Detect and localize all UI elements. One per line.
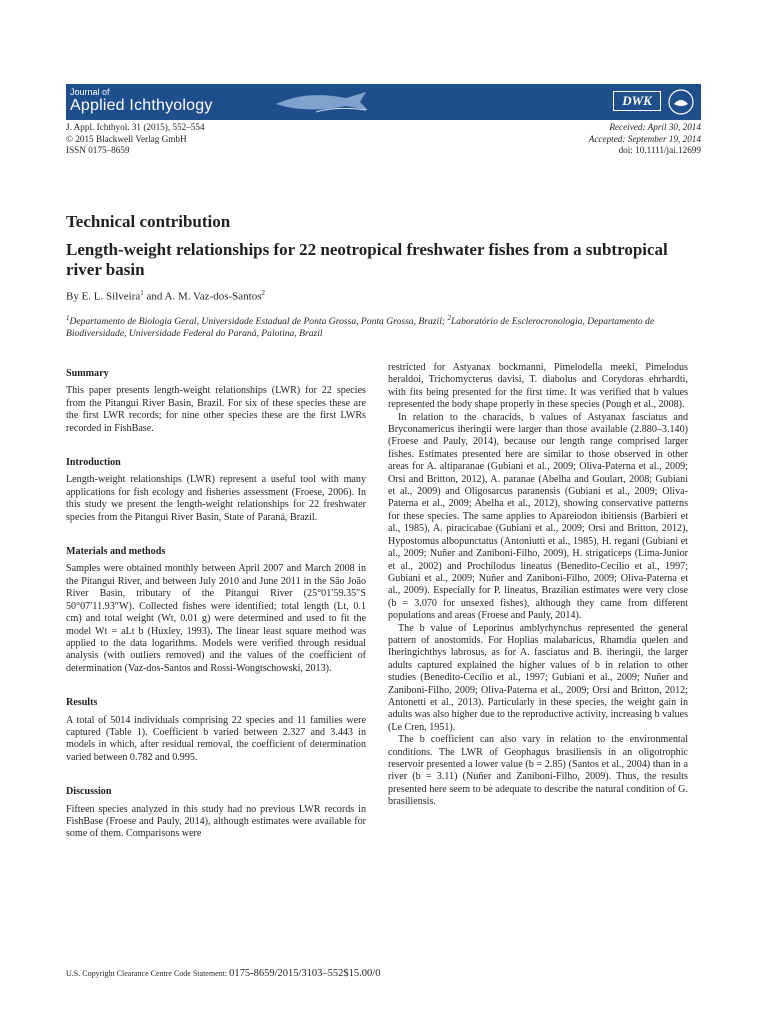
publisher-logo: DWK <box>613 91 661 111</box>
results-text: A total of 5014 individuals comprising 22 species and 11 families were captured (Table 1). Coefficient b varied between 2.327 and 3.443 in models in which, after residual removal, the coefficient of determination varied between 0.782 and 0.995. <box>66 714 366 763</box>
author-2: and A. M. Vaz-dos-Santos <box>143 290 262 303</box>
affiliation-1: Departamento de Biologia Geral, Universidade Estadual de Ponta Grossa, Ponta Grossa, Brazil; <box>69 316 448 328</box>
summary-text: This paper presents length-weight relationships (LWR) for 22 species from the Pitangui River Basin, Brazil. For six of these species these are the first LWR records; for nine other species these are the first LWRs recorded in FishBase. <box>66 385 366 434</box>
left-column <box>66 368 366 863</box>
summary-section <box>66 368 366 435</box>
section-type: Technical contribution <box>66 212 231 231</box>
discussion-paragraph: In relation to the characids, b values of Astyanax fasciatus and Bryconamericus iheringii were larger than those available (2.880–3.140) (Froese and Pauly, 2014), because our length range comprised larger fishes. Estimates presented here are similar to those observed in other areas for A. altiparanae (Gubiani et al., 2009; Oliva-Paterna et al., 2009; Orsi and Britton, 2012), A. paranae (Abelha and Goulart, 2008; Gubiani et al., 2009) and Oligosarcus paranensis (Gubiani et al., 2009; Oliva-Paterna et al., 2009; Abelha et al., 2012), showing conservative patterns for these species. The same applies to Apareiodon ibitiensis (Barbieri et al., 1985), A. piracicabae (Gubiani et al., 2009; Orsi and Britton, 2012), Hypostomus albopunctatus (Antoniutti et al., 1985), H. regani (Gubiani et al., 2009; Nuñer and Zaniboni-Filho, 2009), H. strigaticeps (Lima-Junior et al., 2002) and Prochilodus lineatus (Benedito-Cecílio et al., 1997; Gubiani et al., 2009; Nuñer and Zaniboni-Filho, 2009; Oliva-Paterna et al., 2009). Especially for P. lineatus, Brazilian estimates were very close (b = 3.070 for unsexed fishes), although they came from different populations and areas (Froese and Pauly, 2014). <box>388 411 688 622</box>
copyright-footer <box>66 968 380 979</box>
discussion-paragraph: restricted for Astyanax bockmanni, Pimelodella meeki, Pimelodus heraldoi, Trichomycterus davisi, T. diabolus and Corydoras ehrhardti, with fits being presented for the first time. It was verified that b values represented the body shape properly in these species (Pough et al., 2008). <box>388 362 688 411</box>
discussion-paragraph: The b coefficient can also vary in relation to the environmental conditions. The LWR of Geophagus brasiliensis in an oligotrophic reservoir presented a lower value (b = 2.85) (Santos et al., 2004) than in a river (b = 3.11) (Nuñer and Zaniboni-Filho, 2009). Thus, the results presented here seem to be adequate to describe the natural condition of G. brasiliensis. <box>388 734 688 808</box>
dates-block <box>589 122 701 157</box>
accepted-date: Accepted: September 19, 2014 <box>588 133 701 144</box>
citation-line: J. Appl. Ichthyol. 31 (2015), 552–554 <box>66 122 205 132</box>
doi-link[interactable]: doi: 10.1111/jai.12699 <box>618 145 701 155</box>
methods-heading: Materials and methods <box>66 546 166 558</box>
fish-logo-icon <box>256 84 396 120</box>
results-section <box>66 697 366 764</box>
affiliations <box>66 312 676 341</box>
discussion-heading: Discussion <box>66 786 112 798</box>
received-date: Received: April 30, 2014 <box>609 122 701 132</box>
affiliation-2: Laboratório de Esclerocronologia, Departamento de Biodiversidade, Universidade Federal do Paraná, Palotina, Brazil <box>66 316 655 340</box>
paper-title: Length-weight relationships for 22 neotropical freshwater fishes from a subtropical river basin <box>66 240 668 279</box>
citation-block <box>66 122 205 157</box>
discussion-paragraph: The b value of Leporinus amblyrhynchus represented the general pattern of anostomids. For Hoplias malabaricus, Rhamdia quelen and Iheringichthys labrosus, as for A. fasciatus and B. iheringii, the larger adults captured explained the higher values of b in relation to other studies (Benedito-Cecílio et al., 1997; Gubiani et al., 2009; Nuñer and Zaniboni-Filho, 2009; Oliva-Paterna et al., 2009; Orsi and Britton, 2012; Antonetti et al., 2013). Particularly in these species, the weight gain in adults was also higher due to the reproductive activity, increasing b values (Le Cren, 1951). <box>388 622 688 733</box>
authors <box>66 289 265 303</box>
affil-2-sup: 2 <box>447 314 451 322</box>
intro-heading: Introduction <box>66 457 121 469</box>
summary-heading: Summary <box>66 368 109 379</box>
author-2-sup: 2 <box>261 289 265 297</box>
journal-of-label: Journal of <box>70 87 110 97</box>
author-1-sup: 1 <box>140 289 144 297</box>
footer-label: U.S. Copyright Clearance Centre Code Statement: <box>66 969 230 978</box>
issn-line: ISSN 0175–8659 <box>66 145 130 155</box>
methods-text: Samples were obtained monthly between April 2007 and March 2008 in the Pitangui River, and between July 2010 and June 2011 in the São João River Basin, tributary of the Pitangui River (25°01′59.35″S 50°07′11.93″W). Collected fishes were identified; total length (Lt, 0.1 cm) and total weight (Wt, 0.01 g) were determined and used to fit the model Wt = aLt b (Huxley, 1993). The linear least square method was applied to the data logarithms. Models were verified through residual analysis (with outliers removed) and the values of the coefficient of determination (Vaz-dos-Santos and Rossi-Wongtschowski, 2013). <box>66 563 366 674</box>
journal-name: Applied Ichthyology <box>70 97 213 114</box>
right-column <box>388 362 688 809</box>
discussion-text: Fifteen species analyzed in this study had no previous LWR records in FishBase (Froese and Pauly, 2014), although estimates were available for some of them. Comparisons were <box>66 803 366 840</box>
results-heading: Results <box>66 697 98 709</box>
discussion-section <box>66 786 366 841</box>
affil-1-sup: 1 <box>66 314 70 322</box>
author-1: By E. L. Silveira <box>66 290 141 303</box>
intro-section <box>66 457 366 524</box>
intro-text: Length-weight relationships (LWR) represent a useful tool with many applications for fish ecology and fisheries assessment (Froese, 2006). In this study we present the length-weight relationships for 22 freshwater species from the Pitangui River Basin, State of Paraná, Brazil. <box>66 474 366 523</box>
copyright-line: © 2015 Blackwell Verlag GmbH <box>66 133 187 144</box>
methods-section <box>66 546 366 675</box>
society-seal-icon <box>667 88 695 116</box>
footer-code: 0175-8659/2015/3103–552$15.00/0 <box>229 968 381 979</box>
journal-banner <box>66 84 701 120</box>
